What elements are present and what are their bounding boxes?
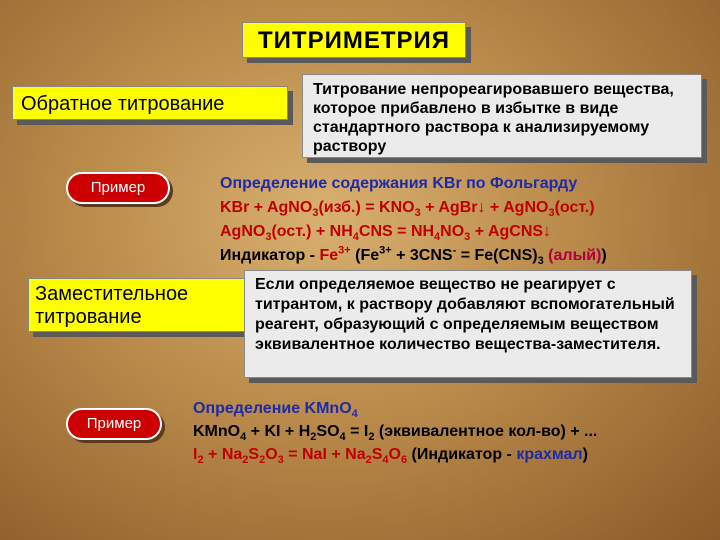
equation-1: KMnO$_4$ + KI + $H_2SO_4 = I_2$ (эквивалентное кол-во) + ... bbox=[193, 423, 598, 444]
back-titration-label: Обратное титрование bbox=[12, 86, 288, 120]
precipitate-arrow-icon: ↓ bbox=[477, 199, 486, 216]
substitution-titration-example-button[interactable]: Пример bbox=[66, 408, 162, 440]
indicator-line: Индикатор - $Fe^{3+}$ ($Fe^{3+} + 3CNS^- = Fe(CNS)_3$ (алый)) bbox=[220, 244, 607, 268]
precipitate-arrow-icon: ↓ bbox=[543, 223, 552, 240]
substitution-titration-label: Заместительное титрование bbox=[28, 278, 246, 332]
substitution-titration-example bbox=[193, 397, 713, 466]
substitution-titration-description: Если определяемое вещество не реагирует с титрантом, к раствору добавляют вспомогательный реагент, образующий с определяемым веществом эквивалентное количество вещества-заместителя. bbox=[244, 270, 692, 378]
back-titration-example bbox=[220, 172, 715, 268]
page-title: ТИТРИМЕТРИЯ bbox=[242, 22, 466, 58]
example-heading: Определение KMnO$_4$ bbox=[193, 400, 358, 421]
back-titration-example-button[interactable]: Пример bbox=[66, 172, 170, 204]
equation-2: $I_2 + Na_2S_2O_3$ = NaI + $Na_2S_4O_6$ (Индикатор - крахмал) bbox=[193, 446, 588, 467]
equation-2: AgNO$_3$(ост.) + $NH_4CNS = NH_4NO_3$ + AgCNS↓ bbox=[220, 223, 552, 244]
example-heading: Определение содержания KBr по Фольгарду bbox=[220, 175, 578, 192]
back-titration-description: Титрование непрореагировавшего вещества, которое прибавлено в избытке в виде стандартного раствора к анализируемому раствору bbox=[302, 74, 702, 158]
equation-1: KBr + AgNO$_3$(изб.) = $KNO_3$ + AgBr↓ + AgNO$_3$(ост.) bbox=[220, 199, 595, 220]
